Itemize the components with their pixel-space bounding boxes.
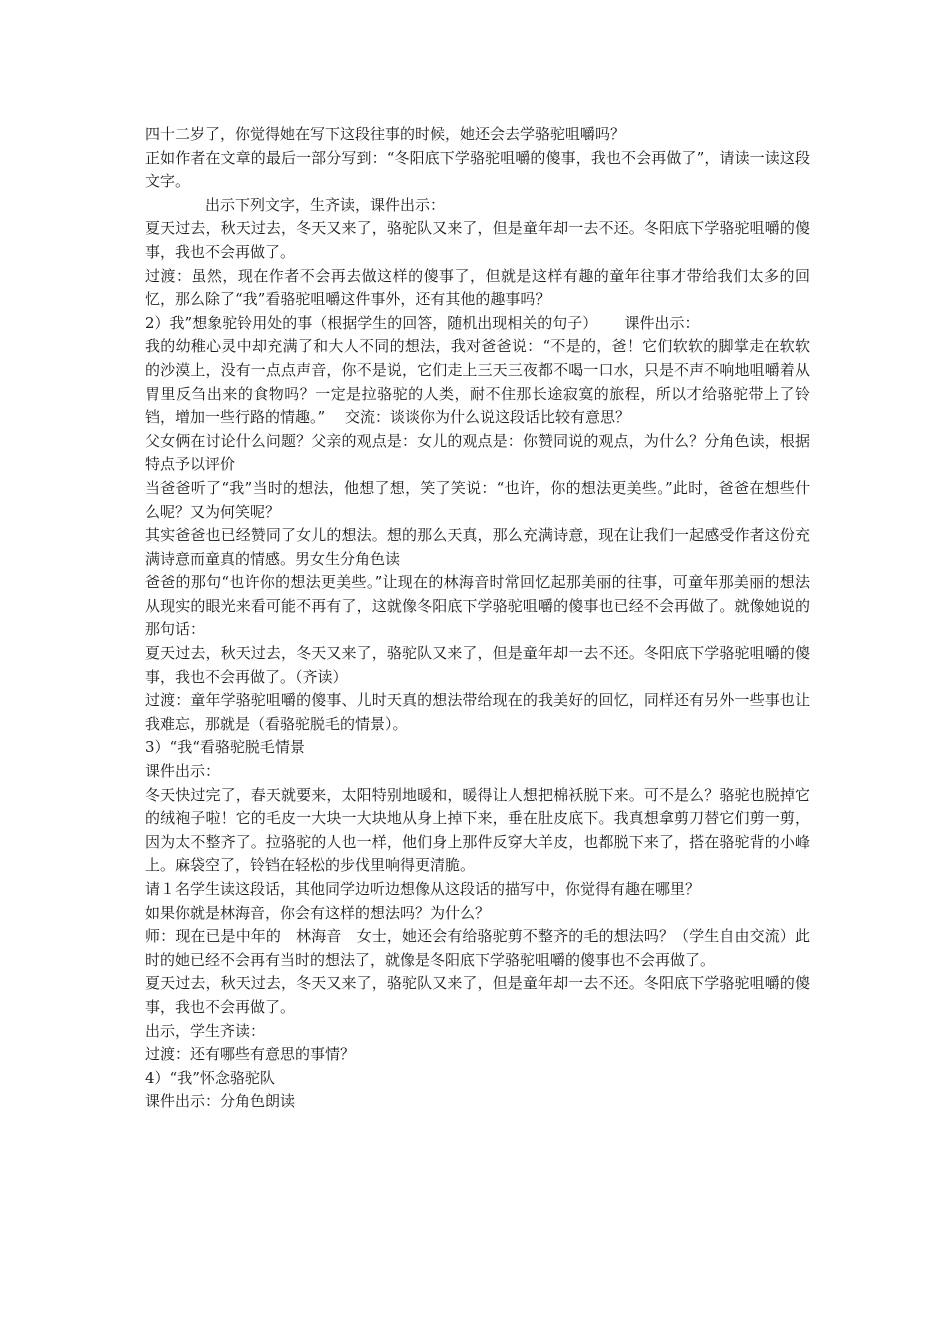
paragraph: 其实爸爸也已经赞同了女儿的想法。想的那么天真，那么充满诗意，现在让我们一起感受作者这份充满诗意而童真的情感。男女生分角色读 [145,526,810,568]
paragraph: 爸爸的那句“也许你的想法更美些。”让现在的林海音时常回忆起那美丽的往事，可童年那美丽的想法从现实的眼光来看可能不再有了，这就像冬阳底下学骆驼咀嚼的傻事也已经不会再做了。就像她说的那句话： [145,573,810,639]
quoted-passage: 夏天过去，秋天过去，冬天又来了，骆驼队又来了，但是童年却一去不还。冬阳底下学骆驼咀嚼的傻事，我也不会再做了。 [145,219,810,261]
paragraph: 正如作者在文章的最后一部分写到：“冬阳底下学骆驼咀嚼的傻事，我也不会再做了”，请读一读这段文字。 [145,148,810,191]
quoted-passage: 冬天快过完了，春天就要来，太阳特别地暖和，暖得让人想把棉袄脱下来。可不是么？骆驼也脱掉它的绒袍子啦！它的毛皮一大块一大块地从身上掉下来，垂在肚皮底下。我真想拿剪刀替它们剪一剪，因为太不整齐了。拉骆驼的人也一样，他们身上那件反穿大羊皮，也都脱下来了，搭在骆驼背的小峰上。麻袋空了，铃铛在轻松的步伐里响得更清脆。 [145,785,810,875]
paragraph: 出示下列文字，生齐读，课件出示： [205,195,446,214]
paragraph: 当爸爸听了“我”当时的想法，他想了想，笑了笑说：“也许，你的想法更美些。”此时，爸爸在想些什么呢？又为何笑呢？ [145,478,810,521]
paragraph: 如果你就是林海音，你会有这样的想法吗？为什么？ [145,903,491,922]
paragraph: 请１名学生读这段话，其他同学边听边想像从这段话的描写中，你觉得有趣在哪里？ [145,880,701,898]
paragraph: 出示，学生齐读： [145,1021,266,1040]
quoted-passage: 夏天过去，秋天过去，冬天又来了，骆驼队又来了，但是童年却一去不还。冬阳底下学骆驼咀嚼的傻事，我也不会再做了。（齐读） [145,644,810,686]
paragraph: 四十二岁了，你觉得她在写下这段往事的时候，她还会去学骆驼咀嚼吗？ [145,125,626,143]
transition-paragraph: 过渡：还有哪些有意思的事情？ [145,1045,356,1064]
paragraph: 父女俩在讨论什么问题？父亲的观点是：女儿的观点是：你赞同说的观点，为什么？分角色读，根据特点予以评价 [145,431,810,474]
quoted-passage: 夏天过去，秋天过去，冬天又来了，骆驼队又来了，但是童年却一去不还。冬阳底下学骆驼咀嚼的傻事，我也不会再做了。 [145,974,810,1016]
paragraph: 课件出示： [145,762,221,781]
document-body [145,123,810,1114]
paragraph: 师：现在已是中年的 林海音 女士，她还会有给骆驼剪不整齐的毛的想法吗？（学生自由交流）此时的她已经不会再有当时的想法了，就像是冬阳底下学骆驼咀嚼的傻事也不会再做了。 [145,927,810,969]
paragraph: 课件出示：分角色朗读 [145,1092,296,1111]
section-heading: 3）“我“看骆驼脱毛情景 [145,738,305,757]
quoted-passage: 我的幼稚心灵中却充满了和大人不同的想法，我对爸爸说：“不是的，爸！它们软软的脚掌走在软软的沙漠上，没有一点点声音，你不是说，它们走上三天三夜都不喝一口水，只是不声不响地咀嚼着从胃里反刍出来的食物吗？一定是拉骆驼的人类，耐不住那长途寂寞的旅程，所以才给骆驼带上了铃铛，增加一些行路的情趣。” 交流：谈谈你为什么说这段话比较有意思？ [145,337,810,427]
transition-paragraph: 过渡：童年学骆驼咀嚼的傻事、儿时天真的想法带给现在的我美好的回忆，同样还有另外一些事也让我难忘，那就是（看骆驼脱毛的情景）。 [145,691,810,733]
transition-paragraph: 过渡：虽然，现在作者不会再去做这样的傻事了，但就是这样有趣的童年往事才带给我们太多的回忆，那么除了“我”看骆驼咀嚼这件事外，还有其他的趣事吗？ [145,266,810,309]
section-heading: 2）我”想象驼铃用处的事（根据学生的回答，随机出现相关的句子） 课件出示： [145,313,700,332]
section-heading: 4）“我”怀念骆驼队 [145,1068,275,1087]
